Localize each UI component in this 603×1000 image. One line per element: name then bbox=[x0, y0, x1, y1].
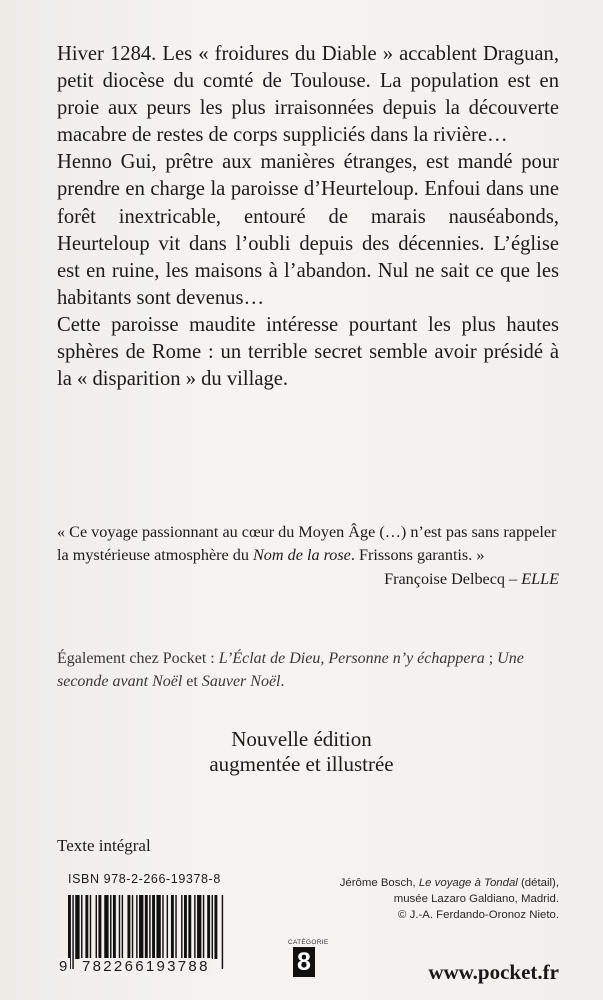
barcode-bar bbox=[85, 895, 88, 959]
edition-line-1: Nouvelle édition bbox=[231, 727, 372, 751]
also-title-3: Sauver Noël bbox=[201, 673, 281, 690]
barcode-bar bbox=[98, 895, 101, 959]
barcode-bar bbox=[222, 895, 223, 969]
credit-work: Le voyage à Tondal bbox=[418, 877, 518, 889]
also-by-publisher bbox=[57, 647, 559, 693]
quote-attribution bbox=[57, 568, 559, 591]
credit-detail: (détail), bbox=[517, 877, 559, 889]
blurb-paragraph-1: Hiver 1284. Les « froidures du Diable » accablent Draguan, petit diocèse du comté de Toulouse. La population est en proie aux peurs les plus irraisonnées depuis la découverte macabre de restes de corps suppliciés dans la rivière… bbox=[57, 43, 559, 147]
barcode-bar bbox=[194, 895, 195, 959]
barcode-bar bbox=[197, 895, 201, 959]
edition-notice bbox=[0, 727, 603, 777]
barcode-bar bbox=[162, 895, 163, 959]
press-quote bbox=[57, 521, 559, 591]
edition-line-2: augmentée et illustrée bbox=[209, 752, 394, 776]
barcode-bar bbox=[113, 895, 116, 959]
barcode-bar bbox=[132, 895, 133, 959]
barcode-bar bbox=[119, 895, 120, 959]
barcode-bar bbox=[75, 895, 79, 959]
blurb-paragraph-3: Cette paroisse maudite intéresse pourtant les plus hautes sphères de Rome : un terrible secret semble avoir présidé à la « disparition » du village. bbox=[57, 313, 559, 391]
barcode-bar bbox=[96, 895, 97, 959]
barcode-bar bbox=[171, 895, 174, 959]
category-value: 8 bbox=[293, 947, 315, 977]
barcode-bar bbox=[207, 895, 210, 959]
barcode-bar bbox=[175, 895, 176, 959]
also-sep-2: et bbox=[182, 673, 202, 690]
barcode-bar bbox=[136, 895, 137, 959]
quote-book-title: Nom de la rose bbox=[253, 546, 351, 564]
quote-author: Françoise Delbecq – bbox=[384, 570, 522, 588]
credit-museum: musée Lazaro Galdiano, Madrid. bbox=[393, 893, 559, 905]
barcode-bar bbox=[167, 895, 168, 959]
isbn-number: ISBN 978-2-266-19378-8 bbox=[68, 872, 221, 886]
quote-end: . Frissons garantis. » bbox=[350, 546, 485, 564]
blurb-text bbox=[57, 41, 559, 393]
barcode-bar bbox=[81, 895, 82, 959]
barcode-bar bbox=[139, 895, 143, 959]
integral-text-label: Texte intégral bbox=[57, 836, 151, 855]
also-intro: Également chez Pocket : bbox=[57, 650, 219, 667]
barcode-bar bbox=[127, 895, 130, 959]
barcode-bar bbox=[110, 895, 111, 959]
credit-artist: Jérôme Bosch, bbox=[339, 877, 419, 889]
barcode-bar bbox=[203, 895, 204, 959]
quote-text bbox=[57, 521, 559, 567]
barcode-number: 782266193788 bbox=[82, 958, 210, 975]
also-title-2: Une seconde avant Noël bbox=[57, 650, 524, 690]
barcode-bar bbox=[184, 895, 187, 959]
barcode-bar bbox=[122, 895, 123, 959]
credit-copyright: © J.-A. Ferdando-Oronoz Nieto. bbox=[398, 909, 559, 921]
barcode-lead-digit: 9 bbox=[59, 958, 69, 975]
price-category bbox=[288, 939, 329, 977]
quote-source: ELLE bbox=[521, 570, 559, 588]
also-sep-1: ; bbox=[484, 650, 498, 667]
barcode-bar bbox=[212, 895, 213, 959]
barcode-bar bbox=[156, 895, 160, 959]
cover-credit bbox=[340, 875, 559, 923]
publisher-website[interactable]: www.pocket.fr bbox=[428, 960, 559, 984]
barcode-bar bbox=[152, 895, 155, 959]
also-title-1: L’Éclat de Dieu, Personne n’y échappera bbox=[218, 650, 485, 667]
blurb-paragraph-2: Henno Gui, prêtre aux manières étranges, est mandé pour prendre en charge la paroisse d’Heurteloup. Enfoui dans une forêt inextricable, entouré de marais nauséabonds, Heurteloup vit dans l’oubli depuis des décennies. L’église est en ruine, les maisons à l’abandon. Nul ne sait ce que les habitants sont devenus… bbox=[57, 151, 559, 309]
barcode-bar bbox=[72, 895, 73, 969]
barcode-bar bbox=[90, 895, 91, 959]
barcode-bar bbox=[214, 895, 217, 959]
barcode bbox=[52, 895, 284, 987]
also-end: . bbox=[280, 673, 285, 690]
barcode-bar bbox=[104, 895, 108, 959]
quote-line: « Ce voyage passionnant au cœur du Moyen Âge (…) n’est pas sans rappeler la mystérieuse atmosphère du bbox=[57, 523, 557, 564]
category-label: CATÉGORIE bbox=[288, 939, 329, 946]
barcode-bar bbox=[188, 895, 191, 959]
barcode-bar bbox=[181, 895, 182, 959]
